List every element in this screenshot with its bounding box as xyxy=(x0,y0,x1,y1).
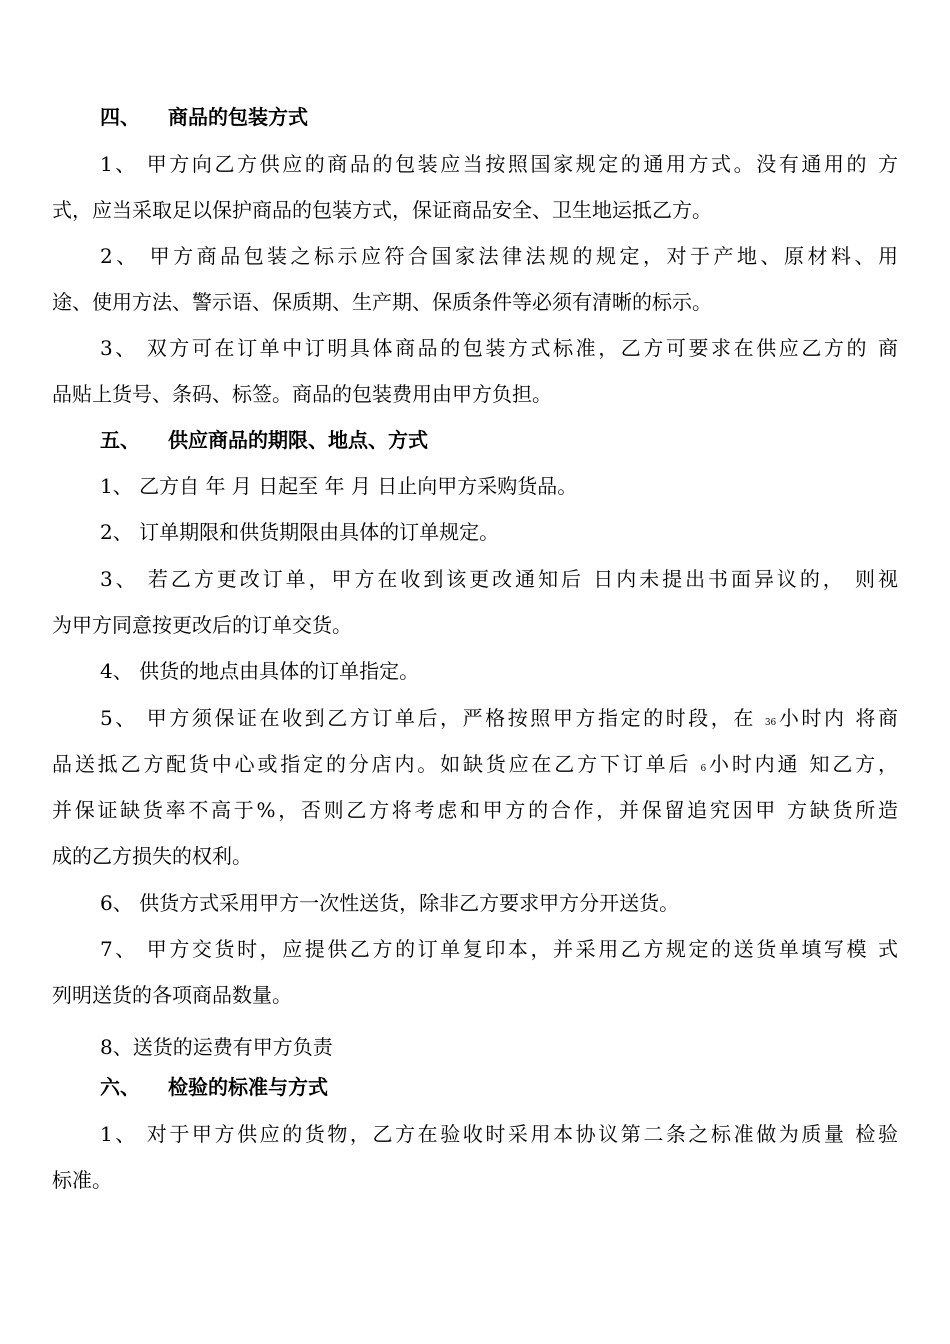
s5-item5-line1-text-a: 5、 甲方须保证在收到乙方订单后，严格按照甲方指定的时段，在 xyxy=(100,706,765,730)
s5-item5-line1-text-b: 小时内 将商 xyxy=(776,706,898,730)
s4-item2-line2: 途、使用方法、警示语、保质期、生产期、保质条件等必须有清晰的标示。 xyxy=(52,290,712,314)
s4-item2-line1: 2、 甲方商品包装之标示应符合国家法律法规的规定，对于产地、原材料、用 xyxy=(100,244,898,268)
s5-item5-line2 xyxy=(52,752,898,781)
section-4-title: 商品的包装方式 xyxy=(168,105,308,129)
s4-item1-line2: 式，应当采取足以保护商品的包装方式，保证商品安全、卫生地运抵乙方。 xyxy=(52,198,712,222)
section-4-number: 四、 xyxy=(100,105,140,129)
s5-item5-line3: 并保证缺货率不高于%，否则乙方将考虑和甲方的合作，并保留追究因甲 方缺货所造 xyxy=(52,798,898,822)
s5-item5-line4: 成的乙方损失的权利。 xyxy=(52,844,252,868)
section-4-heading xyxy=(100,105,898,129)
s5-item3-line1: 3、 若乙方更改订单，甲方在收到该更改通知后 日内未提出书面异议的， 则视 xyxy=(100,567,898,591)
s5-item5-hours-36: 36 xyxy=(764,718,777,728)
s6-item1-line1: 1、 对于甲方供应的货物，乙方在验收时采用本协议第二条之标准做为质量 检验 xyxy=(100,1122,898,1146)
s5-item8-line1: 8、送货的运费有甲方负责 xyxy=(100,1035,333,1059)
section-6-title: 检验的标准与方式 xyxy=(168,1075,328,1099)
s5-item6-line1: 6、 供货方式采用甲方一次性送货，除非乙方要求甲方分开送货。 xyxy=(100,891,680,915)
section-6-number: 六、 xyxy=(100,1075,140,1099)
s5-item5-line2-text-a: 品送抵乙方配货中心或指定的分店内。如缺货应在乙方下订单后 xyxy=(52,752,701,776)
s5-item2-line1: 2、 订单期限和供货期限由具体的订单规定。 xyxy=(100,520,500,544)
s5-item7-line2: 列明送货的各项商品数量。 xyxy=(52,983,292,1007)
s6-item1-line2: 标准。 xyxy=(52,1168,112,1192)
section-5-number: 五、 xyxy=(100,428,140,452)
s4-item3-line1: 3、 双方可在订单中订明具体商品的包装方式标准，乙方可要求在供应乙方的 商 xyxy=(100,336,898,360)
section-5-heading xyxy=(100,428,898,452)
s5-item5-line2-text-b: 小时内通 知乙方， xyxy=(706,752,899,776)
section-6-heading xyxy=(100,1075,898,1099)
section-5-title: 供应商品的期限、地点、方式 xyxy=(168,428,428,452)
s5-item5-hours-6: 6 xyxy=(700,764,707,774)
s5-item1-line1: 1、 乙方自 年 月 日起至 年 月 日止向甲方采购货品。 xyxy=(100,474,578,498)
s4-item3-line2: 品贴上货号、条码、标签。商品的包装费用由甲方负担。 xyxy=(52,382,552,406)
s4-item1-line1: 1、 甲方向乙方供应的商品的包装应当按照国家规定的通用方式。没有通用的 方 xyxy=(100,152,898,176)
s5-item4-line1: 4、 供货的地点由具体的订单指定。 xyxy=(100,659,420,683)
s5-item7-line1: 7、 甲方交货时，应提供乙方的订单复印本，并采用乙方规定的送货单填写模 式 xyxy=(100,937,898,961)
s5-item3-line2: 为甲方同意按更改后的订单交货。 xyxy=(52,613,352,637)
s5-item5-line1 xyxy=(100,706,898,735)
